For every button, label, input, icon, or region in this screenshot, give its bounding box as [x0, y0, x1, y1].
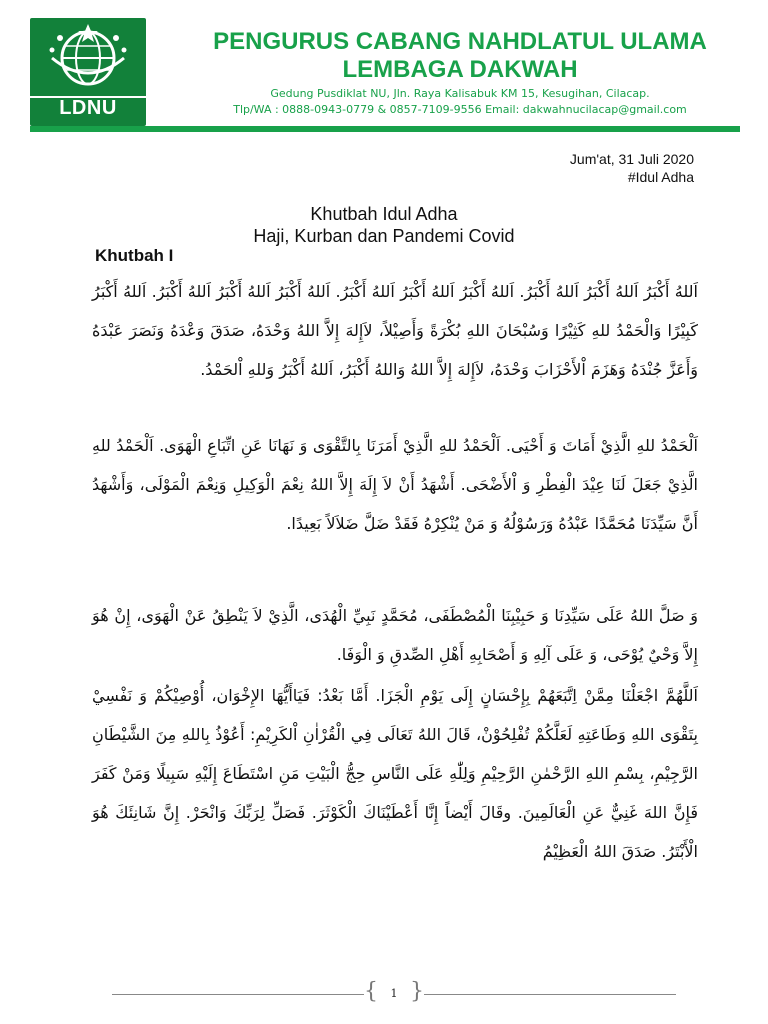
footer-rule-right — [424, 994, 676, 995]
page-number-value: 1 — [390, 987, 398, 1000]
left-brace-icon: { — [364, 979, 378, 1004]
right-brace-icon: } — [410, 979, 424, 1004]
arabic-paragraph: اَللهُ أَكْبَرُ اَللهُ أَكْبَرُ اَللهُ أَكْبَرُ. اَللهُ أَكْبَرُ اَللهُ أَكْبَرُ اَللهُ أَكْبَرُ. اَللهُ أَكْبَرُ اَللهُ أَكْبَرُ اَللهُ أَكْبَرُ. اَللهُ أَكْبَرُ كَبِيْرًا وَالْحَمْدُ للهِ كَثِيْرًا وَسُبْحَانَ اللهِ بُكْرَةً وَأَصِيْلاً، لاَإِلهَ إِلاَّ اللهُ وَحْدَهُ، صَدَقَ وَعْدَهُ وَنَصَرَ عَبْدَهُ وَأَعَزَّ جُنْدَهُ وَهَزَمَ اْلأَحْزَابَ وَحْدَهُ، لاَإِلهَ إِلاَّ اللهُ وَاللهُ أَكْبَرُ، اَللهُ أَكْبَرُ وَللهِ اْلحَمْدُ. — [92, 282, 698, 379]
org-unit: LEMBAGA DAKWAH — [342, 56, 578, 83]
arabic-paragraph: اَلْحَمْدُ للهِ الَّذِيْ أَمَاتَ وَ أَحْيَى. اَلْحَمْدُ للهِ الَّذِيْ أَمَرَنَا بِالتَّقْوَى وَ نَهَانَا عَنِ اتِّبَاعِ الْهَوَى. اَلْحَمْدُ للهِ الَّذِيْ جَعَلَ لَنَا عِيْدَ الْفِطْرِ وَ اْلأَضْحَى. أَشْهَدُ أَنْ لاَ إِلَهَ إِلاَّ اللهُ نِعْمَ الْوَكِيلِ وَنِعْمَ الْمَوْلَى، وَأَشْهَدُ أَنَّ سَيِّدَنَا مُحَمَّدًا عَبْدُهُ وَرَسُوْلُهُ وَ مَنْ يُنْكِرْهُ فَقَدْ ضَلَّ ضَلاَلاً بَعِيدًا. — [92, 436, 698, 533]
document-subtitle: Haji, Kurban dan Pandemi Covid — [253, 226, 515, 246]
footer-rule-left — [112, 994, 364, 995]
logo-text: LDNU — [59, 97, 117, 119]
letterhead — [0, 0, 768, 140]
document-date: Jum'at, 31 Juli 2020 — [569, 151, 694, 167]
ldnu-logo — [30, 18, 146, 126]
arabic-paragraph: وَ صَلَّ اللهُ عَلَى سَيِّدِنَا وَ حَبِيْبِنَا الْمُصْطَفَى، مُحَمَّدٍ نَبِيِّ الْهُدَى، الَّذِيْ لاَ يَنْطِقُ عَنْ الْهَوَى، إِنْ هُوَ إِلاَّ وَحْيٌ يُوْحَى، وَ عَلَى آلِهِ وَ أَصْحَابِهِ أَهْلِ الصِّدقِ وَ الْوَفَا. — [92, 606, 698, 664]
page-number — [364, 979, 424, 1006]
section-heading: Khutbah I — [95, 246, 174, 265]
date-block — [570, 150, 694, 186]
org-contact: Tlp/WA : 0888-0943-0779 & 0857-7109-9556 Email: dakwahnucilacap@gmail.com — [233, 103, 687, 116]
org-address: Gedung Pusdiklat NU, Jln. Raya Kalisabuk KM 15, Kesugihan, Cilacap. — [270, 87, 650, 100]
document-title: Khutbah Idul Adha — [310, 204, 458, 224]
header-divider — [30, 126, 740, 132]
org-name: PENGURUS CABANG NAHDLATUL ULAMA — [213, 28, 707, 55]
arabic-paragraph: اَللَّهُمَّ اجْعَلْنَا مِمَّنْ اِتَّبَعَهُمْ بِإِحْسَانٍ إِلَى يَوْمِ الْجَزَا. أَمَّا بَعْدُ: فَيَاأَيُّهَا الإِخْوَان، أُوْصِيْكُمْ وَ نَفْسِيْ بِتَقْوَى اللهِ وَطَاعَتِهِ لَعَلَّكُمْ تُفْلِحُوْنْ، قَالَ اللهُ تَعَالَى فِي الْقُرْاٰنِ اْلكَرِيْمِ: أَعُوْذُ بِاللهِ مِنَ الشَّيْطَانِ الرَّجِيْمِ، بِسْمِ اللهِ الرَّحْمٰنِ الرَّحِيْمِ وَلِلّٰهِ عَلَى النَّاسِ حِجُّ الْبَيْتِ مَنِ اسْتَطَاعَ إِلَيْهِ سَبِيلًا وَمَنْ كَفَرَ فَإِنَّ اللهَ غَنِيٌّ عَنِ الْعَالَمِينَ. وقَالَ أَيْضاً إِنَّا أَعْطَيْنَاكَ الْكَوْثَرَ. فَصَلِّ لِرَبِّكَ وَانْحَرْ. إِنَّ شَانِئَكَ هُوَ الْأَبْتَرُ. صَدَقَ اللهُ الْعَظِيْمُ — [92, 686, 698, 861]
document-tag: #Idul Adha — [627, 169, 694, 185]
